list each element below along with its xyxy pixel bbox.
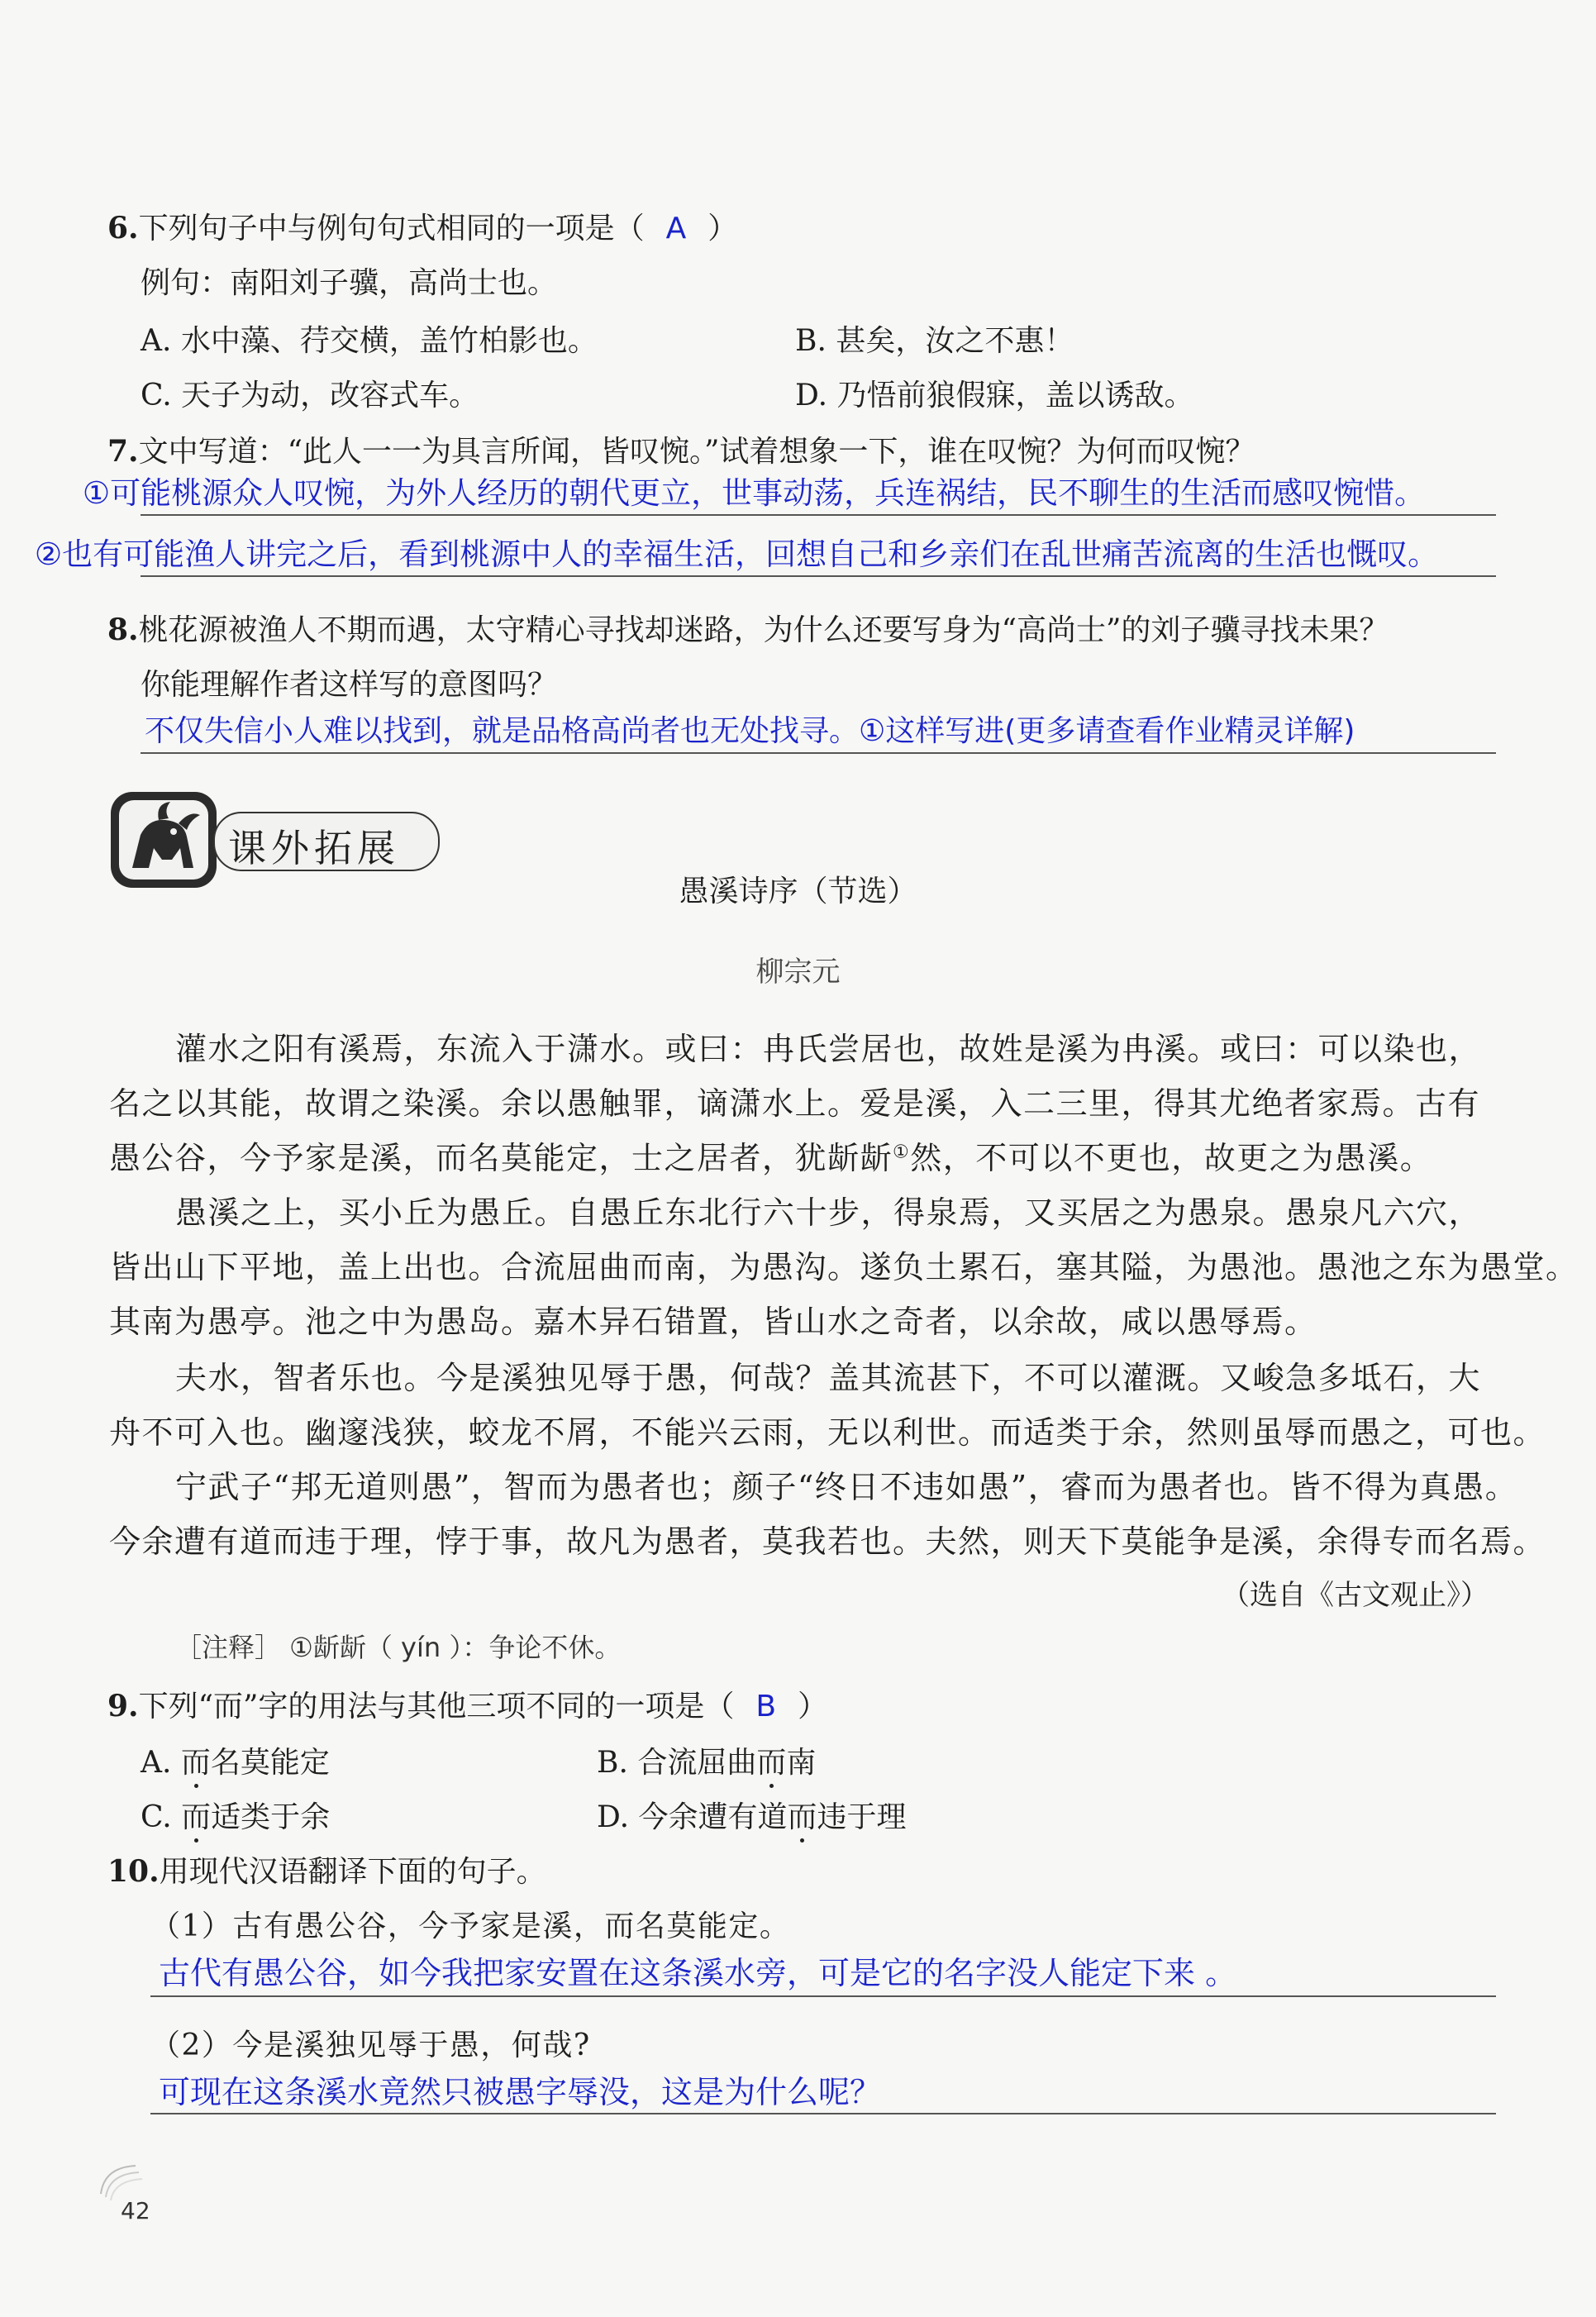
passage-line: 夫水，智者乐也。今是溪独见辱于愚，何哉？盖其流甚下，不可以灌溉。又峻急多坻石，大: [175, 1360, 1482, 1396]
q9-stem: 9.下列“而”字的用法与其他三项不同的一项是（ B ）: [107, 1689, 828, 1723]
q6-option-b: B. 甚矣，汝之不惠！: [795, 324, 1074, 358]
q6-option-d: D. 乃悟前狼假寐，盖以诱敌。: [795, 379, 1194, 412]
passage-line: 愚公谷，今予家是溪，而名莫能定，士之居者，犹龂龂①然，不可以不更也，故更之为愚溪。: [109, 1140, 1433, 1176]
passage-line: 今余遭有道而违于理，悖于事，故凡为愚者，莫我若也。夫然，则天下莫能争是溪，余得专而名焉。: [109, 1523, 1546, 1560]
passage-source: （选自《古文观止》）: [1222, 1579, 1489, 1612]
q10-answer-2: 可现在这条溪水竟然只被愚字辱没，这是为什么呢？: [159, 2074, 882, 2110]
passage-line: 舟不可入也。幽邃浅狭，蛟龙不屑，不能兴云雨，无以利世。而适类于余，然则虽辱而愚之，可也。: [109, 1414, 1546, 1451]
q7-answer-2: ②也有可能渔人讲完之后，看到桃源中人的幸福生活，回想自己和乡亲们在乱世痛苦流离的生活也慨叹。: [35, 536, 1439, 572]
answer-line: [141, 575, 1496, 577]
q7-stem: 7.文中写道：“此人一一为具言所闻，皆叹惋。”试着想象一下，谁在叹惋？为何而叹惋？: [107, 434, 1255, 469]
q6-answer: A: [665, 212, 687, 246]
q8-answer: 不仅失信小人难以找到，就是品格高尚者也无处找寻。①这样写进(更多请查看作业精灵详解): [145, 714, 1355, 748]
q9-option-c: C. 而适类于余: [141, 1800, 331, 1834]
passage-note: ［注释］ ①龂龂（ yín ）：争论不休。: [175, 1632, 622, 1663]
q10-sentence-1: （1）古有愚公谷，今予家是溪，而名莫能定。: [150, 1909, 791, 1943]
passage-line: 其南为愚亭。池之中为愚岛。嘉木异石错置，皆山水之奇者，以余故，咸以愚辱焉。: [109, 1304, 1317, 1340]
passage-author: 柳宗元: [755, 956, 841, 989]
passage-line: 灌水之阳有溪焉，东流入于潇水。或曰：冉氏尝居也，故姓是溪为冉溪。或曰：可以染也，: [175, 1031, 1482, 1067]
q8-stem-2: 你能理解作者这样写的意图吗？: [141, 668, 558, 702]
q10-stem: 10.用现代汉语翻译下面的句子。: [107, 1854, 546, 1889]
q10-sentence-2: （2）今是溪独见辱于愚，何哉?: [150, 2029, 591, 2062]
footnote-marker: ①: [893, 1142, 911, 1163]
answer-line: [141, 752, 1496, 754]
q9-option-d: D. 今余遭有道而违于理: [597, 1800, 907, 1834]
q9-option-a: A. 而名莫能定: [141, 1746, 330, 1780]
passage-line: 皆出山下平地，盖上出也。合流屈曲而南，为愚沟。遂负土累石，塞其隘，为愚池。愚池之东为愚堂。: [109, 1249, 1579, 1285]
passage-line: 名之以其能，故谓之染溪。余以愚触罪，谪潇水上。爱是溪，入二三里，得其尤绝者家焉。古有: [109, 1085, 1481, 1122]
q8-stem-1: 8.桃花源被渔人不期而遇，太守精心寻找却迷路，为什么还要写身为“高尚士”的刘子骥寻找未果？: [107, 613, 1389, 647]
q9-option-b: B. 合流屈曲而南: [597, 1746, 817, 1780]
q7-answer-1: ①可能桃源众人叹惋，为外人经历的朝代更立，世事动荡，兵连祸结，民不聊生的生活而感叹惋惜。: [83, 475, 1426, 511]
section-title: 课外拓展: [228, 826, 400, 870]
page-number: 42: [121, 2197, 150, 2224]
answer-line: [150, 2113, 1496, 2114]
passage-line: 宁武子“邦无道则愚”，智而为愚者也；颜子“终日不违如愚”，睿而为愚者也。皆不得为真愚。: [175, 1469, 1518, 1505]
q9-answer: B: [755, 1690, 777, 1723]
answer-line: [141, 514, 1496, 516]
q6-option-c: C. 天子为动，改容式车。: [141, 379, 479, 412]
q6-stem: 6.下列句子中与例句句式相同的一项是（ A ）: [107, 211, 738, 246]
passage-line: 愚溪之上，买小丘为愚丘。自愚丘东北行六十步，得泉焉，又买居之为愚泉。愚泉凡六穴，: [175, 1194, 1482, 1231]
q10-answer-1: 古代有愚公谷，如今我把家安置在这条溪水旁，可是它的名字没人能定下来 。: [159, 1955, 1237, 1991]
q6-example: 例句：南阳刘子骥，高尚士也。: [141, 266, 558, 300]
q6-option-a: A. 水中藻、荇交横，盖竹柏影也。: [141, 324, 598, 358]
passage-title: 愚溪诗序（节选）: [679, 875, 917, 908]
answer-line: [150, 1995, 1496, 1997]
